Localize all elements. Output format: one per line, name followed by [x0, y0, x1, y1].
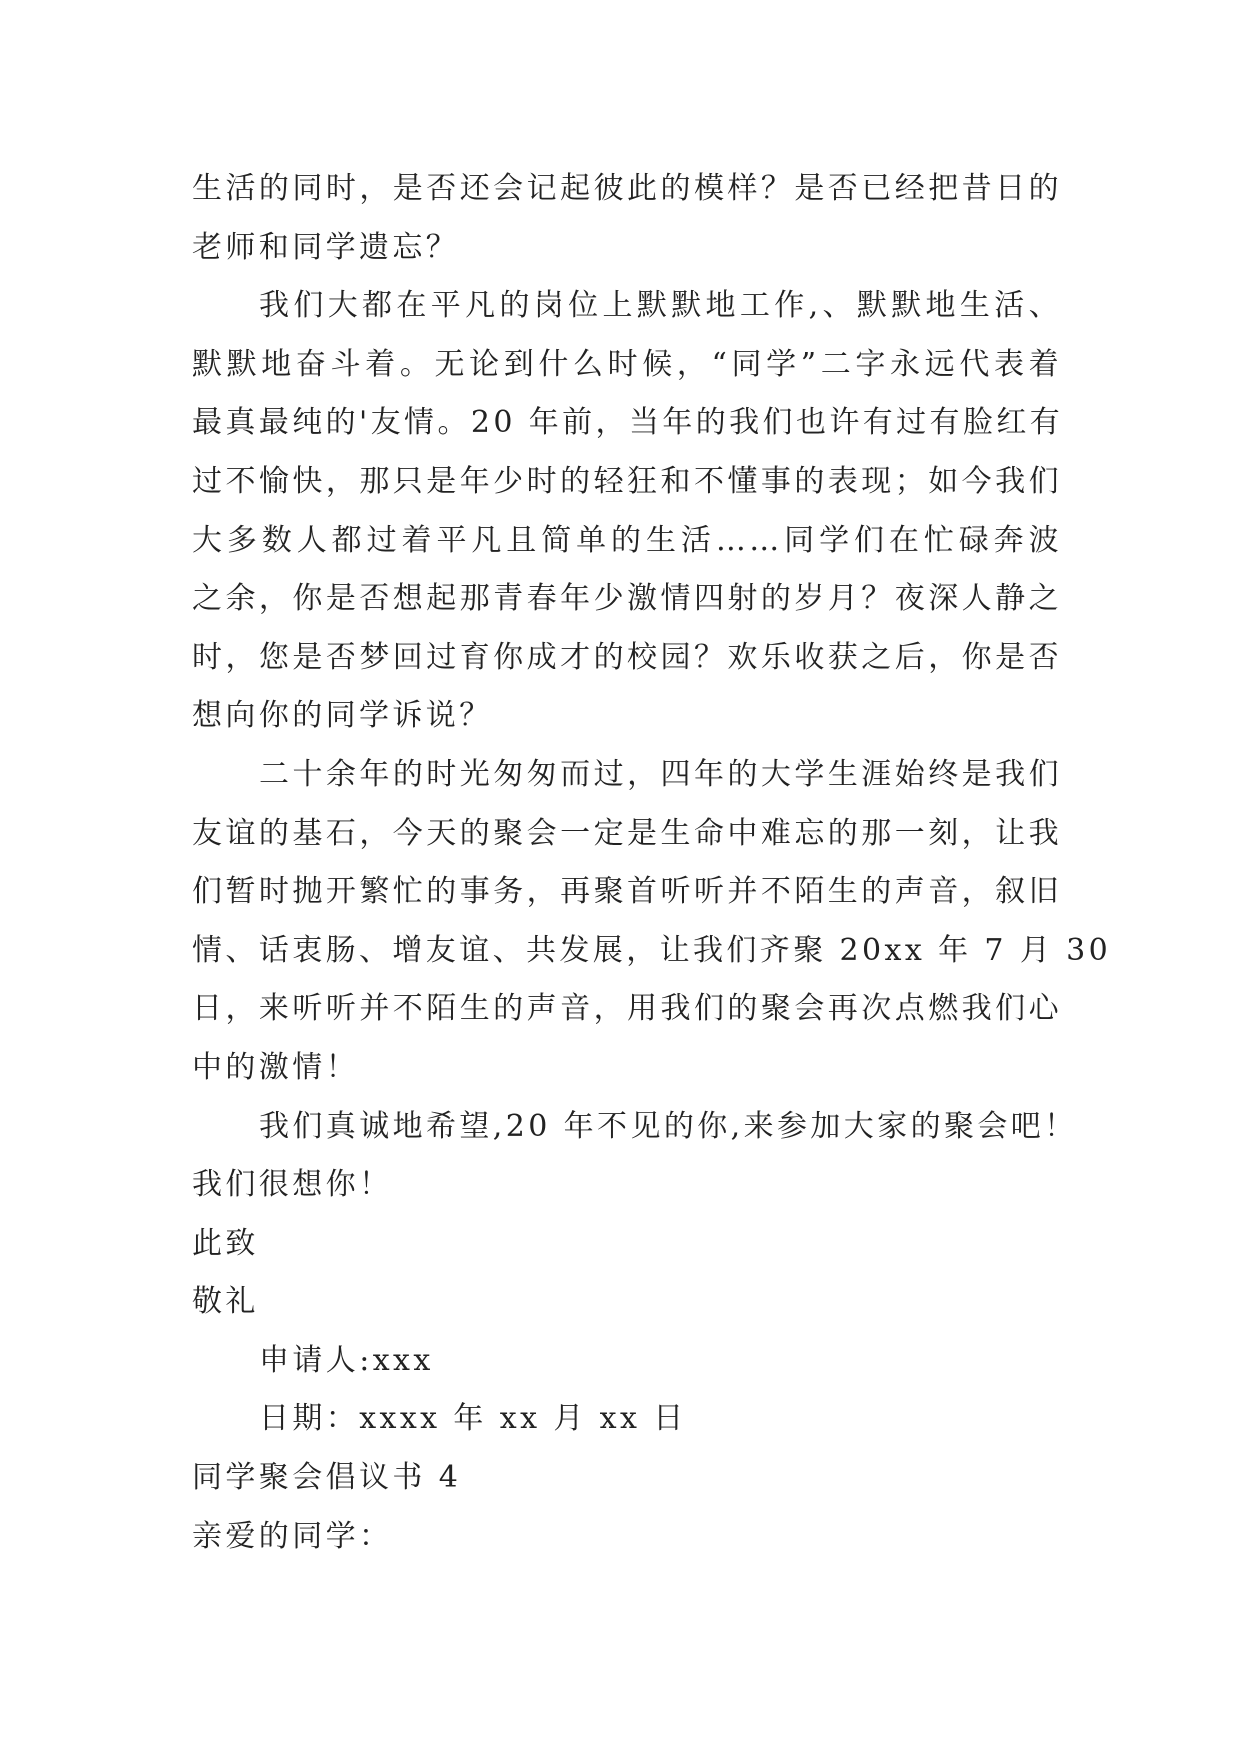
date-line: 日期：xxxx 年 xx 月 xx 日 [259, 1401, 687, 1437]
text-line: 之余，你是否想起那青春年少激情四射的岁月？夜深人静之 [192, 581, 1062, 617]
text-line: 老师和同学遗忘？ [192, 229, 460, 265]
applicant-line: 申请人:xxx [259, 1342, 434, 1378]
text-line: 最真最纯的'友情。20 年前，当年的我们也许有过有脸红有 [192, 405, 1064, 441]
text-line: 想向你的同学诉说？ [192, 698, 493, 734]
text-line: 大多数人都过着平凡且简单的生活……同学们在忙碌奔波 [192, 522, 1062, 558]
text-line: 情、话衷肠、增友谊、共发展，让我们齐聚 20xx 年 7 月 30 [192, 932, 1112, 968]
closing-salute: 敬礼 [192, 1284, 259, 1320]
document-page [192, 160, 1112, 1566]
text-line: 过不愉快，那只是年少时的轻狂和不懂事的表现；如今我们 [192, 463, 1062, 499]
paragraph-start: 二十余年的时光匆匆而过，四年的大学生涯始终是我们 [259, 756, 1062, 792]
salutation: 亲爱的同学： [192, 1518, 393, 1554]
text-line: 们暂时抛开繁忙的事务，再聚首听听并不陌生的声音，叙旧 [192, 874, 1062, 910]
text-line: 时，您是否梦回过育你成才的校园？欢乐收获之后，你是否 [192, 639, 1062, 675]
text-line: 日，来听听并不陌生的声音，用我们的聚会再次点燃我们心 [192, 991, 1062, 1027]
paragraph-start: 我们大都在平凡的岗位上默默地工作,、默默地生活、 [259, 288, 1062, 324]
text-line: 友谊的基石，今天的聚会一定是生命中难忘的那一刻，让我 [192, 815, 1062, 851]
section-title: 同学聚会倡议书 4 [192, 1460, 462, 1496]
text-line: 生活的同时，是否还会记起彼此的模样？是否已经把昔日的 [192, 171, 1062, 206]
closing-line: 此致 [192, 1225, 259, 1261]
text-line: 默默地奋斗着。无论到什么时候，“同学”二字永远代表着 [192, 346, 1062, 382]
paragraph-start: 我们真诚地希望,20 年不见的你,来参加大家的聚会吧！ [259, 1108, 1078, 1144]
text-line: 我们很想你！ [192, 1167, 393, 1203]
text-line: 中的激情！ [192, 1049, 359, 1085]
